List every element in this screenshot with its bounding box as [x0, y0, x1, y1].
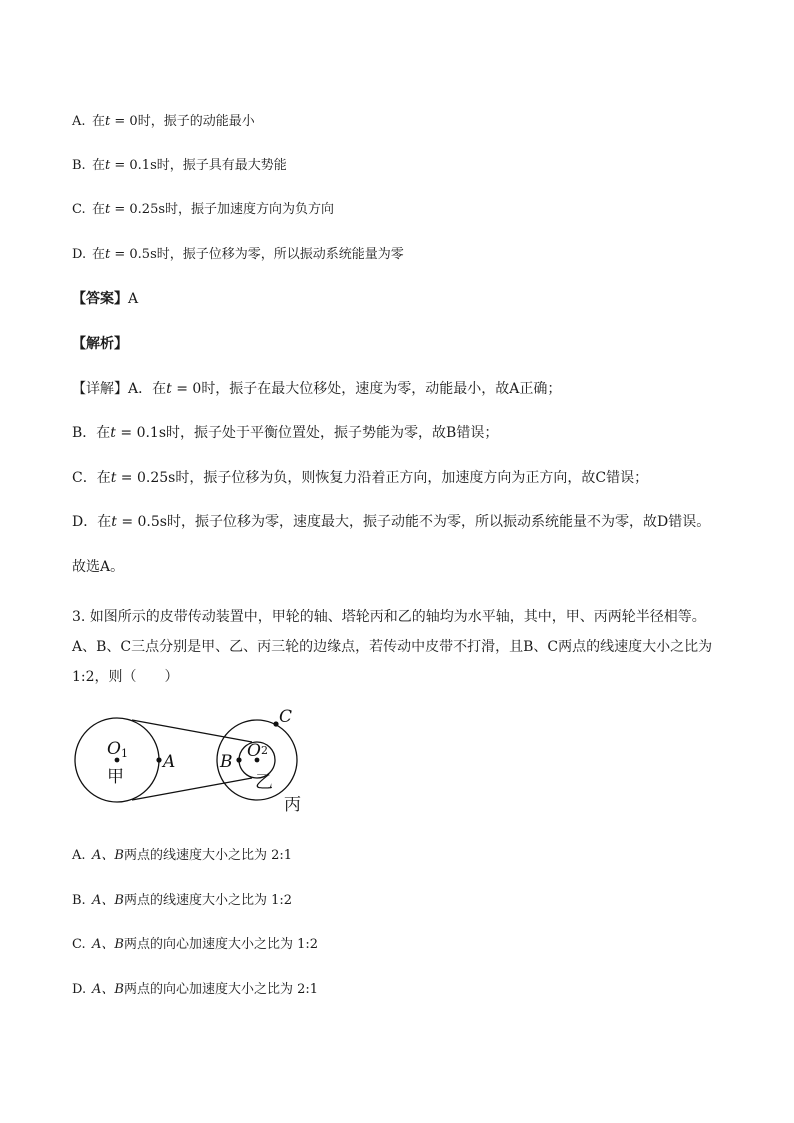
point-a-dot	[156, 757, 161, 762]
answer-label: 【答案】	[72, 291, 128, 307]
q3-option-c: C. A、B两点的向心加速度大小之比为 1:2	[72, 937, 319, 952]
label-bing: 丙	[284, 795, 301, 815]
q2-option-d: D. 在t = 0.5s时，振子位移为零，所以振动系统能量为零	[72, 247, 404, 262]
analysis-label: 【解析】	[72, 336, 128, 352]
detail-line-d: D．在t = 0.5s时，振子位移为零，速度最大，振子动能不为零，所以振动系统能量不为零，故D错误。	[72, 514, 711, 530]
label-o1: O1	[107, 739, 128, 760]
q3-stem: 3. 如图所示的皮带传动装置中，甲轮的轴、塔轮丙和乙的轴均为水平轴，其中，甲、丙两轮半径相等。A、B、C三点分别是甲、乙、丙三轮的边缘点，若传动中皮带不打滑，且B、C两点的线速度大小之比为 1:2，则（ ）	[72, 609, 713, 685]
q3-option-b: B. A、B两点的线速度大小之比为 1:2	[72, 893, 293, 908]
label-yi: 乙	[255, 772, 273, 793]
q3-option-a: A. A、B两点的线速度大小之比为 2:1	[72, 848, 293, 863]
belt-bottom	[132, 778, 252, 800]
q3-option-d: D. A、B两点的向心加速度大小之比为 2:1	[72, 982, 319, 997]
conclusion: 故选A。	[72, 559, 125, 575]
detail-line-a: 【详解】A．在t = 0时，振子在最大位移处，速度为零，动能最小，故A正确；	[72, 381, 562, 397]
q2-option-a: A. 在t = 0时，振子的动能最小	[72, 114, 255, 129]
detail-line-c: C．在t = 0.25s时，振子位移为负，则恢复力沿着正方向，加速度方向为正方向，故C错误；	[72, 470, 649, 486]
label-c: C	[279, 707, 293, 727]
q2-option-c: C. 在t = 0.25s时，振子加速度方向为负方向	[72, 202, 335, 217]
detail-line-b: B．在t = 0.1s时，振子处于平衡位置处，振子势能为零，故B错误；	[72, 425, 499, 441]
belt-top	[132, 720, 252, 742]
point-b-dot	[236, 757, 241, 762]
label-a: A	[163, 752, 176, 772]
label-jia: 甲	[107, 767, 124, 787]
point-c-dot	[273, 721, 278, 726]
answer-value: A	[128, 291, 139, 307]
q2-option-b: B. 在t = 0.1s时，振子具有最大势能	[72, 158, 287, 173]
belt-drive-figure	[60, 700, 320, 825]
label-b: B	[220, 752, 233, 772]
answer-line	[72, 289, 138, 309]
label-o2: O2	[247, 741, 268, 761]
